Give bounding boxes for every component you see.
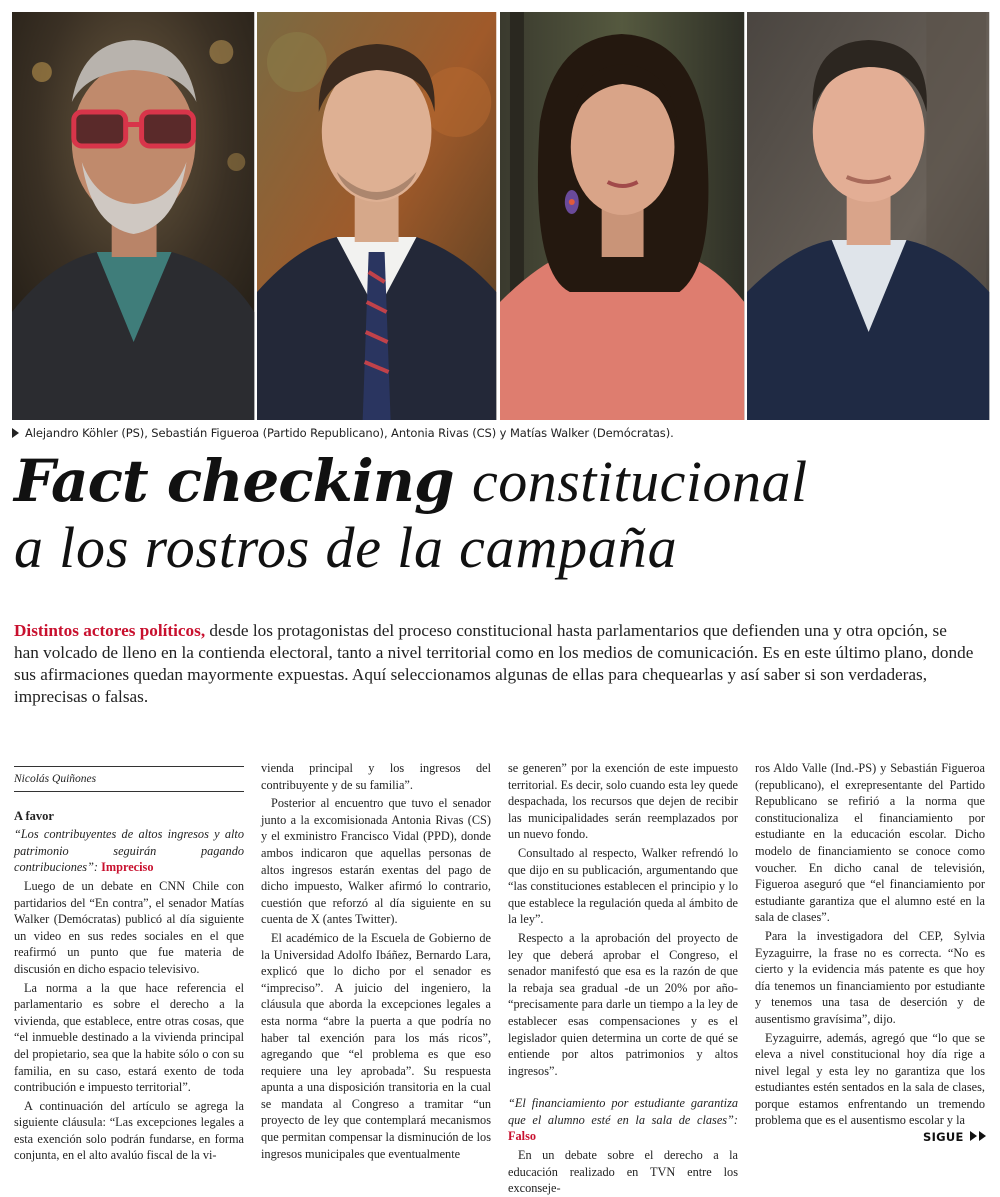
column-4	[755, 760, 985, 1145]
paragraph: El académico de la Escuela de Gobierno de la Universidad Adolfo Ibáñez, Bernardo Lara, explicó que lo dicho por el senador es “impreciso”. A juicio del ingeniero, la cláusula que aborda la excepciones legales a esta norma “abre la puerta a que podría no haber tal exención para los más ricos”, agregando que “el problema es que eso requiere una ley aprobada”. Su respuesta apunta a una disposición transitoria en la cual se mandata al Congreso a tramitar “un proyecto de ley que contemplará mecanismos que permitan compensar la disminución de los ingresos municipales que eventualmente	[261, 930, 491, 1161]
photo-strip	[12, 12, 989, 420]
headline	[14, 448, 808, 581]
caption-triangle-icon	[12, 428, 19, 438]
paragraph: La norma a la que hace referencia el parlamentario es sobre el derecho a la vivienda, que establece, entre otras cosas, que “el inmueble destinado a la vivienda principal del propietario, sea que la habite sólo o con su familia, en su caso, estará exento de toda contribución e impuesto territorial”.	[14, 980, 244, 1095]
section-heading: A favor	[14, 808, 54, 823]
column-2	[261, 760, 491, 1161]
continue-label: SIGUE	[922, 1130, 964, 1144]
paragraph: Luego de un debate en CNN Chile con partidarios del “En contra”, el senador Matías Walker (Demócratas) publicó al día siguiente un video en sus redes sociales en el que reafirmó un punto que fue materia de discusión en dicho espacio televisivo.	[14, 878, 244, 976]
paragraph: Eyzaguirre, además, agregó que “lo que se eleva a nivel constitucional hoy día rige a nivel legal y esta ley no garantiza que los estudiantes estén sentados en la sala de clases, porque estamos enfrentando un tremendo problema que es el ausentismo escolar y la	[755, 1030, 985, 1128]
photo-sebastian-figueroa	[257, 12, 496, 420]
arrow-right-icon	[979, 1131, 986, 1141]
arrow-right-icon	[970, 1131, 977, 1141]
claim-quote	[508, 1095, 738, 1145]
headline-bold: Fact checking	[14, 447, 454, 515]
column-3	[508, 760, 738, 1196]
paragraph: A continuación del artículo se agrega la siguiente cláusula: “Las excepciones legales a esta exención solo podrán fundarse, en forma conjunta, en el alto avalúo fiscal de la vi-	[14, 1098, 244, 1163]
lead-paragraph	[14, 620, 974, 708]
caption-text: Alejandro Köhler (PS), Sebastián Figueroa (Partido Republicano), Antonia Rivas (CS) y Matías Walker (Demócratas).	[25, 426, 674, 440]
paragraph: vienda principal y los ingresos del contribuyente y de su familia”.	[261, 761, 491, 792]
lead-kicker: Distintos actores políticos,	[14, 621, 206, 640]
verdict-label: Impreciso	[101, 860, 154, 875]
paragraph: se generen” por la exención de este impuesto territorial. Es decir, solo cuando esta ley quede despachada, los recursos que dejen de recibir las municipalidades serán reemplazados por un nuevo fondo.	[508, 761, 738, 842]
photo-matias-walker	[747, 12, 989, 420]
paragraph: Consultado al respecto, Walker refrendó lo que dijo en su publicación, argumentando que “las constituciones establecen el principio y lo que establece la regulación queda al ámbito de la ley”.	[508, 845, 738, 927]
article-body	[14, 760, 986, 1196]
continue-marker	[923, 1130, 986, 1144]
headline-light: constitucional	[471, 449, 808, 514]
verdict-label: Falso	[508, 1129, 537, 1144]
column-1	[14, 760, 244, 1163]
photo-alejandro-kohler	[12, 12, 254, 420]
author-byline: Nicolás Quiñones	[14, 766, 244, 792]
claim-quote	[14, 826, 244, 876]
paragraph: ros Aldo Valle (Ind.-PS) y Sebastián Figueroa (republicano), el exrepresentante del Partido Republicano se refirió a la norma que constitucionaliza el financiamiento por estudiante en la educación escolar. Dicho modelo de financiamiento se conoce como voucher. En dicho canal de televisión, Figueroa aseguró que “el financiamiento por estudiante garantiza que el alumno esté en la sala de clases”.	[755, 761, 985, 925]
paragraph: Para la investigadora del CEP, Sylvia Eyzaguirre, la frase no es correcta. “No es cierto y la evidencia más patente es que hoy día tenemos un financiamiento por estudiante y tenemos una tasa de deserción y de ausentismo gravísima”, dijo.	[755, 928, 985, 1026]
claim-quote-text: “Los contribuyentes de altos ingresos y alto patrimonio seguirán pagando contribuciones”:	[14, 827, 244, 875]
claim-quote-text: “El financiamiento por estudiante garantiza que el alumno esté en la sala de clases”:	[508, 1096, 738, 1127]
headline-line2: a los rostros de la campaña	[14, 515, 678, 580]
lead-text: desde los protagonistas del proceso constitucional hasta parlamentarios que defienden una y otra opción, se han volcado de lleno en la contienda electoral, tanto a nivel territorial como en los medios de comunicación. Es en este último plano, donde sus afirmaciones quedan mayormente expuestas. Aquí seleccionamos algunas de ellas para chequearlas y así saber si son verdaderas, imprecisas o falsas.	[14, 621, 974, 706]
paragraph: En un debate sobre el derecho a la educación realizado en TVN entre los exconseje-	[508, 1148, 738, 1196]
paragraph: Respecto a la aprobación del proyecto de ley que deberá aprobar el Congreso, el senador manifestó que esa es la razón de que la rebaja sea gradual -de un 20% por año- “precisamente para darle un tiempo a la ley de establecer esas compensaciones y es el legislador quien determina un corte de qué se entiende por altos patrimonios y altos ingresos”.	[508, 930, 738, 1078]
paragraph: Posterior al encuentro que tuvo el senador junto a la excomisionada Antonia Rivas (CS) y el exministro Francisco Vidal (PPD), donde ambos indicaron que aquellas personas de altos ingresos estarán exentas del pago de dicho impuesto, Walker afirmó lo contrario, cuestión que reforzó al día siguiente en su cuenta de X (antes Twitter).	[261, 796, 491, 927]
photo-antonia-rivas	[500, 12, 744, 420]
photo-caption	[12, 426, 674, 440]
